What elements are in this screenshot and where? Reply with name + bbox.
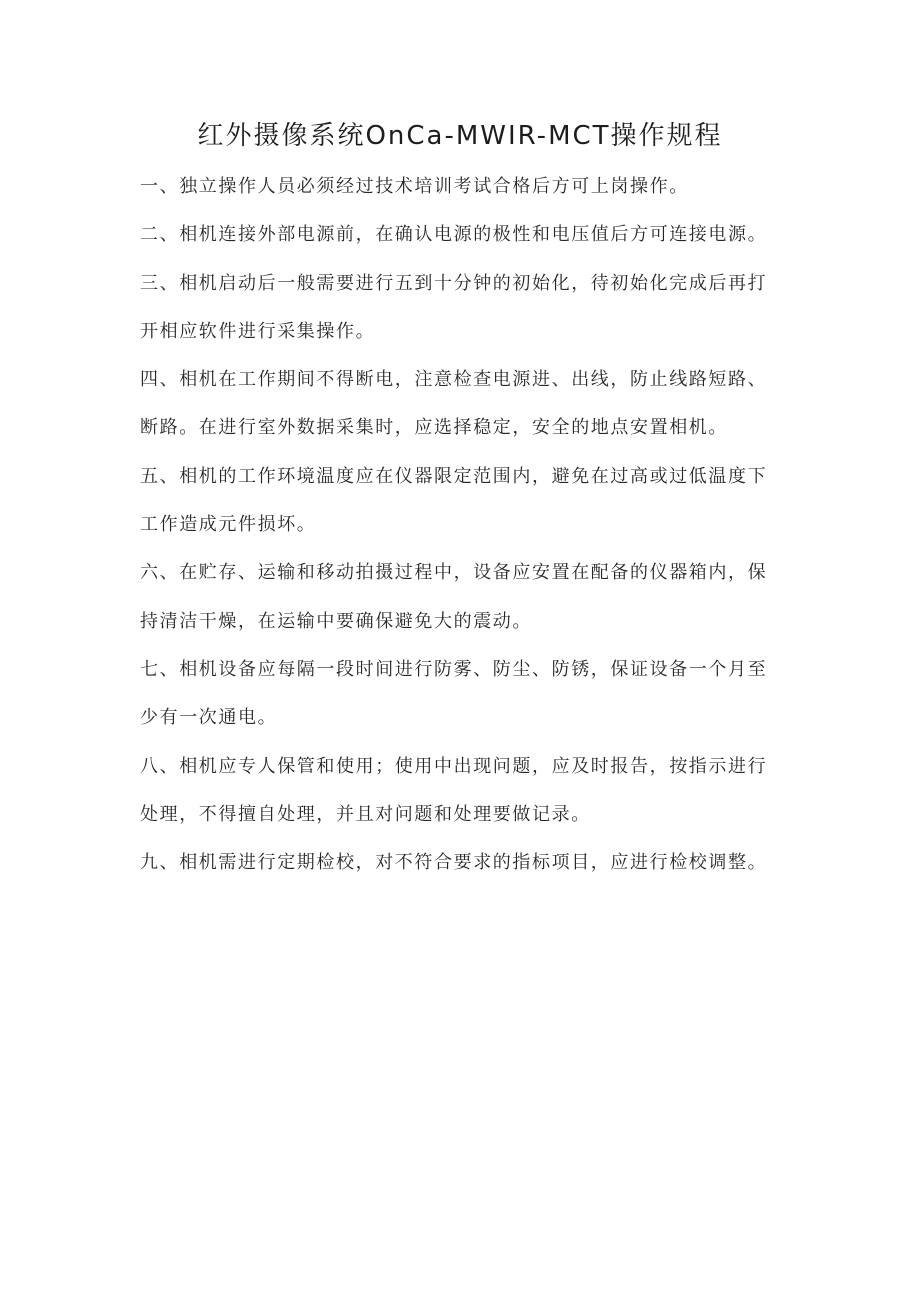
procedure-line: 处理，不得擅自处理，并且对问题和处理要做记录。 bbox=[140, 803, 591, 825]
procedure-line: 三、相机启动后一般需要进行五到十分钟的初始化，待初始化完成后再打 bbox=[140, 272, 768, 294]
procedure-body bbox=[140, 163, 800, 887]
procedure-line: 持清洁干燥，在运输中要确保避免大的震动。 bbox=[140, 610, 532, 632]
procedure-line: 开相应软件进行采集操作。 bbox=[140, 320, 376, 342]
procedure-line: 四、相机在工作期间不得断电，注意检查电源进、出线，防止线路短路、 bbox=[140, 369, 768, 391]
procedure-line: 六、在贮存、运输和移动拍摄过程中，设备应安置在配备的仪器箱内，保 bbox=[140, 562, 768, 584]
procedure-line: 九、相机需进行定期检校，对不符合要求的指标项目，应进行检校调整。 bbox=[140, 852, 768, 874]
procedure-line: 八、相机应专人保管和使用；使用中出现问题，应及时报告，按指示进行 bbox=[140, 755, 768, 777]
document-title: 红外摄像系统OnCa-MWIR-MCT操作规程 bbox=[197, 121, 723, 151]
procedure-line: 少有一次通电。 bbox=[140, 707, 278, 729]
procedure-line: 二、相机连接外部电源前，在确认电源的极性和电压值后方可连接电源。 bbox=[140, 224, 768, 246]
procedure-line: 一、独立操作人员必须经过技术培训考试合格后方可上岗操作。 bbox=[140, 176, 689, 197]
procedure-line: 工作造成元件损坏。 bbox=[140, 514, 317, 536]
procedure-line: 五、相机的工作环境温度应在仪器限定范围内，避免在过高或过低温度下 bbox=[140, 465, 768, 487]
procedure-line: 七、相机设备应每隔一段时间进行防雾、防尘、防锈，保证设备一个月至 bbox=[140, 658, 768, 680]
procedure-line: 断路。在进行室外数据采集时，应选择稳定，安全的地点安置相机。 bbox=[140, 417, 728, 439]
